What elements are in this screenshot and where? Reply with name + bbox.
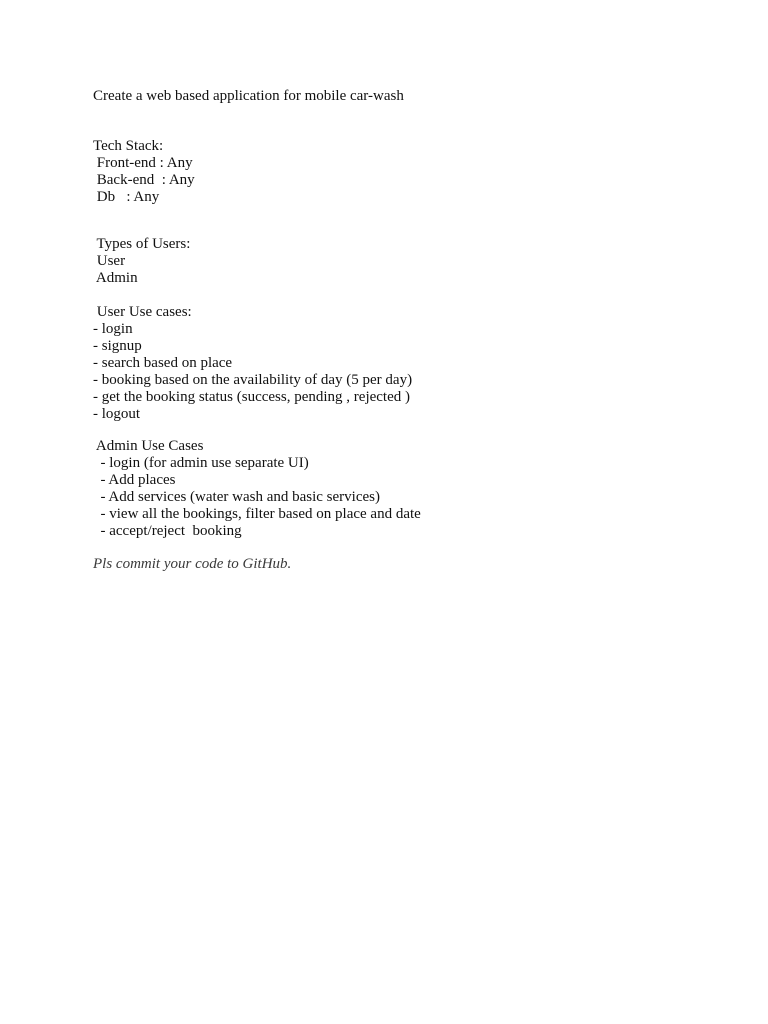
- admin-use-case-item: - Add services (water wash and basic services): [93, 489, 380, 505]
- user-use-case-item: - logout: [93, 406, 141, 422]
- document-title: Create a web based application for mobile car-wash: [93, 88, 404, 104]
- tech-stack-item: Front-end : Any: [93, 155, 193, 171]
- user-types-heading: Types of Users:: [93, 236, 191, 252]
- user-use-case-item: - get the booking status (success, pending , rejected ): [93, 389, 410, 405]
- footer-note: Pls commit your code to GitHub.: [93, 556, 292, 572]
- admin-use-case-item: - accept/reject booking: [93, 523, 242, 539]
- user-use-case-item: - signup: [93, 338, 142, 354]
- admin-use-case-item: - view all the bookings, filter based on place and date: [93, 506, 421, 522]
- user-use-case-item: - login: [93, 321, 133, 337]
- admin-use-case-item: - Add places: [93, 472, 176, 488]
- tech-stack-item: Back-end : Any: [93, 172, 195, 188]
- user-type-item: Admin: [93, 270, 138, 286]
- user-use-cases-heading: User Use cases:: [93, 304, 192, 320]
- tech-stack-item: Db : Any: [93, 189, 160, 205]
- user-use-case-item: - search based on place: [93, 355, 233, 371]
- admin-use-cases-heading: Admin Use Cases: [93, 438, 204, 454]
- admin-use-case-item: - login (for admin use separate UI): [93, 455, 309, 471]
- tech-stack-heading: Tech Stack:: [93, 138, 164, 154]
- user-use-case-item: - booking based on the availability of day (5 per day): [93, 372, 413, 388]
- user-type-item: User: [93, 253, 126, 269]
